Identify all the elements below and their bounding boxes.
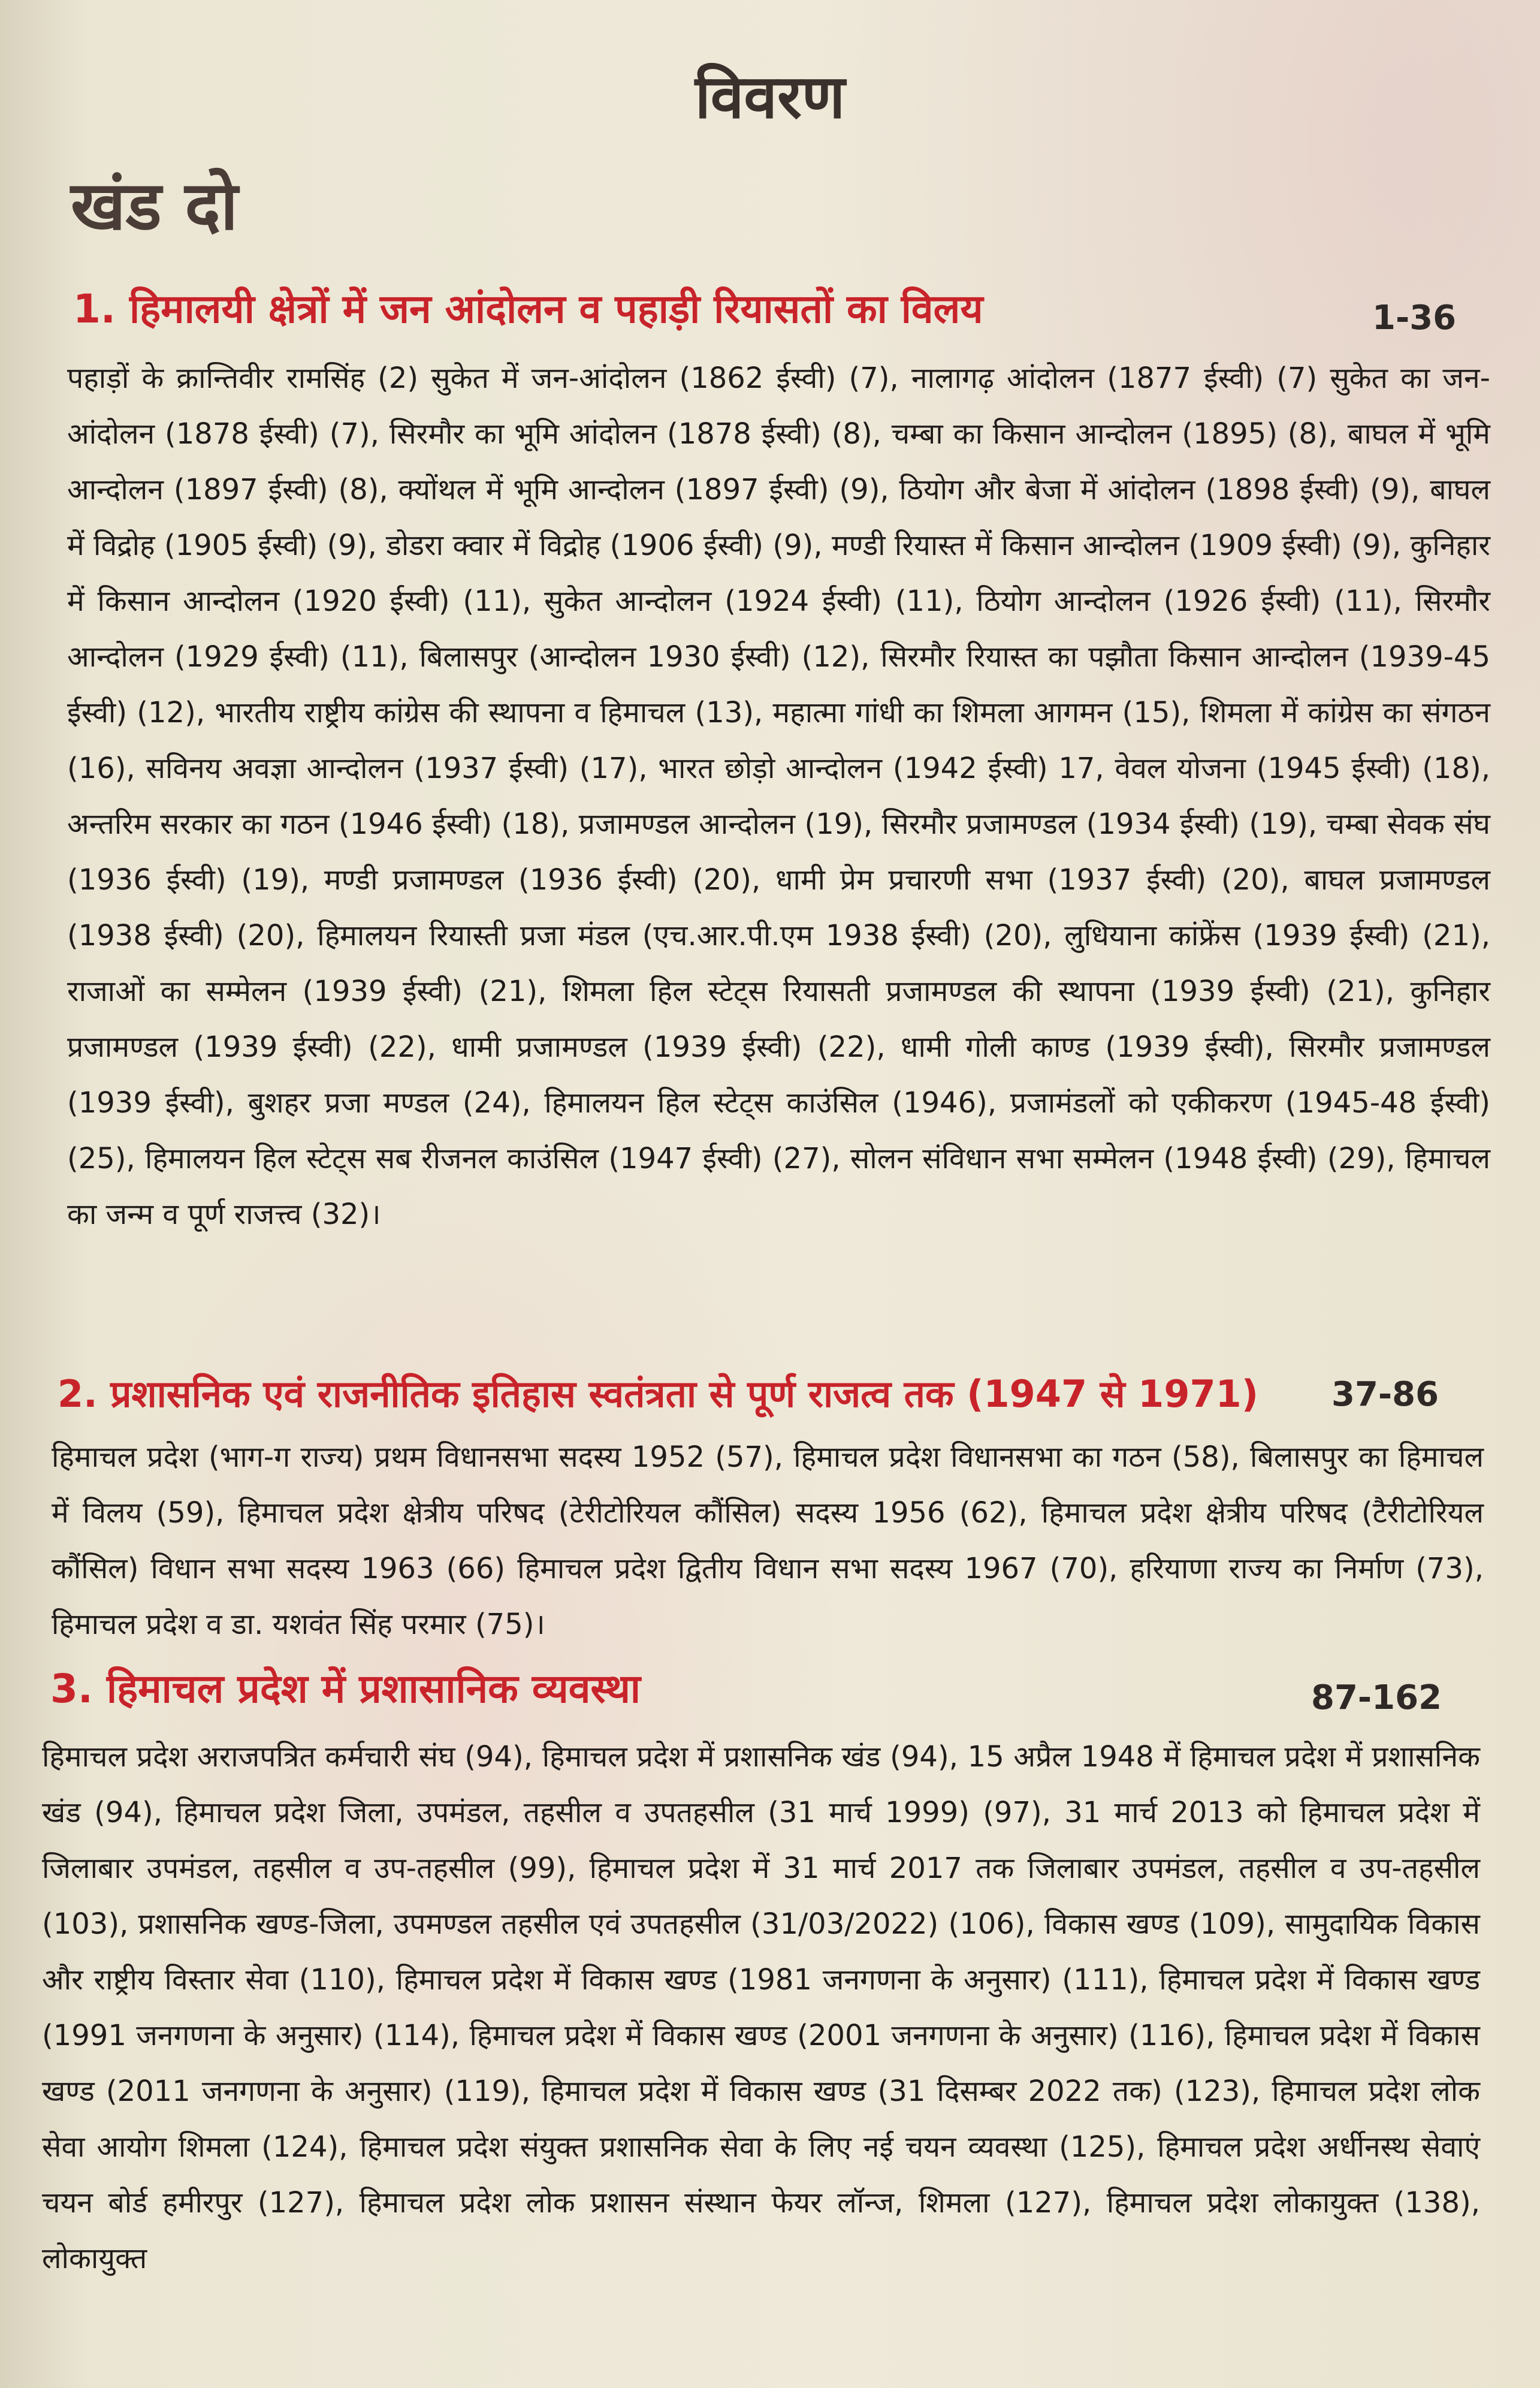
chapter-1-pages: 1-36 [1372, 298, 1457, 337]
chapter-3-pages: 87-162 [1311, 1678, 1442, 1717]
chapter-2-heading[interactable]: 2. प्रशासनिक एवं राजनीतिक इतिहास स्वतंत्रता से पूर्ण राजत्व तक (1947 से 1971) [58, 1372, 1259, 1416]
chapter-3-body: हिमाचल प्रदेश अराजपत्रित कर्मचारी संघ (94), हिमाचल प्रदेश में प्रशासनिक खंड (94), 15 अप्रैल 1948 में हिमाचल प्रदेश में प्रशासनिक खंड (94), हिमाचल प्रदेश जिला, उपमंडल, तहसील व उपतहसील (31 मार्च 1999) (97), 31 मार्च 2013 को हिमाचल प्रदेश में जिलाबार उपमंडल, तहसील व उप-तहसील (99), हिमाचल प्रदेश में 31 मार्च 2017 तक जिलाबार उपमंडल, तहसील व उप-तहसील (103), प्रशासनिक खण्ड-जिला, उपमण्डल तहसील एवं उपतहसील (31/03/2022) (106), विकास खण्ड (109), सामुदायिक विकास और राष्ट्रीय विस्तार सेवा (110), हिमाचल प्रदेश में विकास खण्ड (1981 जनगणना के अनुसार) (111), हिमाचल प्रदेश में विकास खण्ड (1991 जनगणना के अनुसार) (114), हिमाचल प्रदेश में विकास खण्ड (2001 जनगणना के अनुसार) (116), हिमाचल प्रदेश में विकास खण्ड (2011 जनगणना के अनुसार) (119), हिमाचल प्रदेश में विकास खण्ड (31 दिसम्बर 2022 तक) (123), हिमाचल प्रदेश लोक सेवा आयोग शिमला (124), हिमाचल प्रदेश संयुक्त प्रशासनिक सेवा के लिए नई चयन व्यवस्था (125), हिमाचल प्रदेश अर्धीनस्थ सेवाएं चयन बोर्ड हमीरपुर (127), हिमाचल प्रदेश लोक प्रशासन संस्थान फेयर लॉन्ज, शिमला (127), हिमाचल प्रदेश लोकायुक्त (138), लोकायुक्त [42, 1740, 1480, 2275]
chapter-2-body: हिमाचल प्रदेश (भाग-ग राज्य) प्रथम विधानसभा सदस्य 1952 (57), हिमाचल प्रदेश विधानसभा का गठन (58), बिलासपुर का हिमाचल में विलय (59), हिमाचल प्रदेश क्षेत्रीय परिषद (टेरीटोरियल कौंसिल) सदस्य 1956 (62), हिमाचल प्रदेश क्षेत्रीय परिषद (टैरीटोरियल कौंसिल) विधान सभा सदस्य 1963 (66) हिमाचल प्रदेश द्वितीय विधान सभा सदस्य 1967 (70), हरियाणा राज्य का निर्माण (73), हिमाचल प्रदेश व डा. यशवंत सिंह परमार (75)। [52, 1440, 1484, 1641]
chapter-3-heading[interactable]: 3. हिमाचल प्रदेश में प्रशासानिक व्यवस्था [50, 1666, 641, 1712]
chapter-2-pages: 37-86 [1331, 1375, 1439, 1414]
page-title: विवरण [694, 62, 846, 132]
chapter-1-body: पहाड़ों के क्रान्तिवीर रामसिंह (2) सुकेत में जन-आंदोलन (1862 ईस्वी) (7), नालागढ़ आंदोलन (1877 ईस्वी) (7) सुकेत का जन-आंदोलन (1878 ईस्वी) (7), सिरमौर का भूमि आंदोलन (1878 ईस्वी) (8), चम्बा का किसान आन्दोलन (1895) (8), बाघल में भूमि आन्दोलन (1897 ईस्वी) (8), क्योंथल में भूमि आन्दोलन (1897 ईस्वी) (9), ठियोग और बेजा में आंदोलन (1898 ईस्वी) (9), बाघल में विद्रोह (1905 ईस्वी) (9), डोडरा क्वार में विद्रोह (1906 ईस्वी) (9), मण्डी रियास्त में किसान आन्दोलन (1909 ईस्वी) (9), कुनिहार में किसान आन्दोलन (1920 ईस्वी) (11), सुकेत आन्दोलन (1924 ईस्वी) (11), ठियोग आन्दोलन (1926 ईस्वी) (11), सिरमौर आन्दोलन (1929 ईस्वी) (11), बिलासपुर (आन्दोलन 1930 ईस्वी) (12), सिरमौर रियास्त का पझौता किसान आन्दोलन (1939-45 ईस्वी) (12), भारतीय राष्ट्रीय कांग्रेस की स्थापना व हिमाचल (13), महात्मा गांधी का शिमला आगमन (15), शिमला में कांग्रेस का संगठन (16), सविनय अवज्ञा आन्दोलन (1937 ईस्वी) (17), भारत छोड़ो आन्दोलन (1942 ईस्वी) 17, वेवल योजना (1945 ईस्वी) (18), अन्तरिम सरकार का गठन (1946 ईस्वी) (18), प्रजामण्डल आन्दोलन (19), सिरमौर प्रजामण्डल (1934 ईस्वी) (19), चम्बा सेवक संघ (1936 ईस्वी) (19), मण्डी प्रजामण्डल (1936 ईस्वी) (20), धामी प्रेम प्रचारणी सभा (1937 ईस्वी) (20), बाघल प्रजामण्डल (1938 ईस्वी) (20), हिमालयन रियास्ती प्रजा मंडल (एच.आर.पी.एम 1938 ईस्वी) (20), लुधियाना कांफ्रेंस (1939 ईस्वी) (21), राजाओं का सम्मेलन (1939 ईस्वी) (21), शिमला हिल स्टेट्स रियासती प्रजामण्डल की स्थापना (1939 ईस्वी) (21), कुनिहार प्रजामण्डल (1939 ईस्वी) (22), धामी प्रजामण्डल (1939 ईस्वी) (22), धामी गोली काण्ड (1939 ईस्वी), सिरमौर प्रजामण्डल (1939 ईस्वी), बुशहर प्रजा मण्डल (24), हिमालयन हिल स्टेट्स काउंसिल (1946), प्रजामंडलों को एकीकरण (1945-48 ईस्वी) (25), हिमालयन हिल स्टेट्स सब रीजनल काउंसिल (1947 ईस्वी) (27), सोलन संविधान सभा सम्मेलन (1948 ईस्वी) (29), हिमाचल का जन्म व पूर्ण राजत्त्व (32)। [67, 361, 1490, 1231]
chapter-1-heading[interactable]: 1. हिमालयी क्षेत्रों में जन आंदोलन व पहाड़ी रियासतों का विलय [73, 286, 983, 332]
section-label: खंड दो [71, 167, 238, 245]
